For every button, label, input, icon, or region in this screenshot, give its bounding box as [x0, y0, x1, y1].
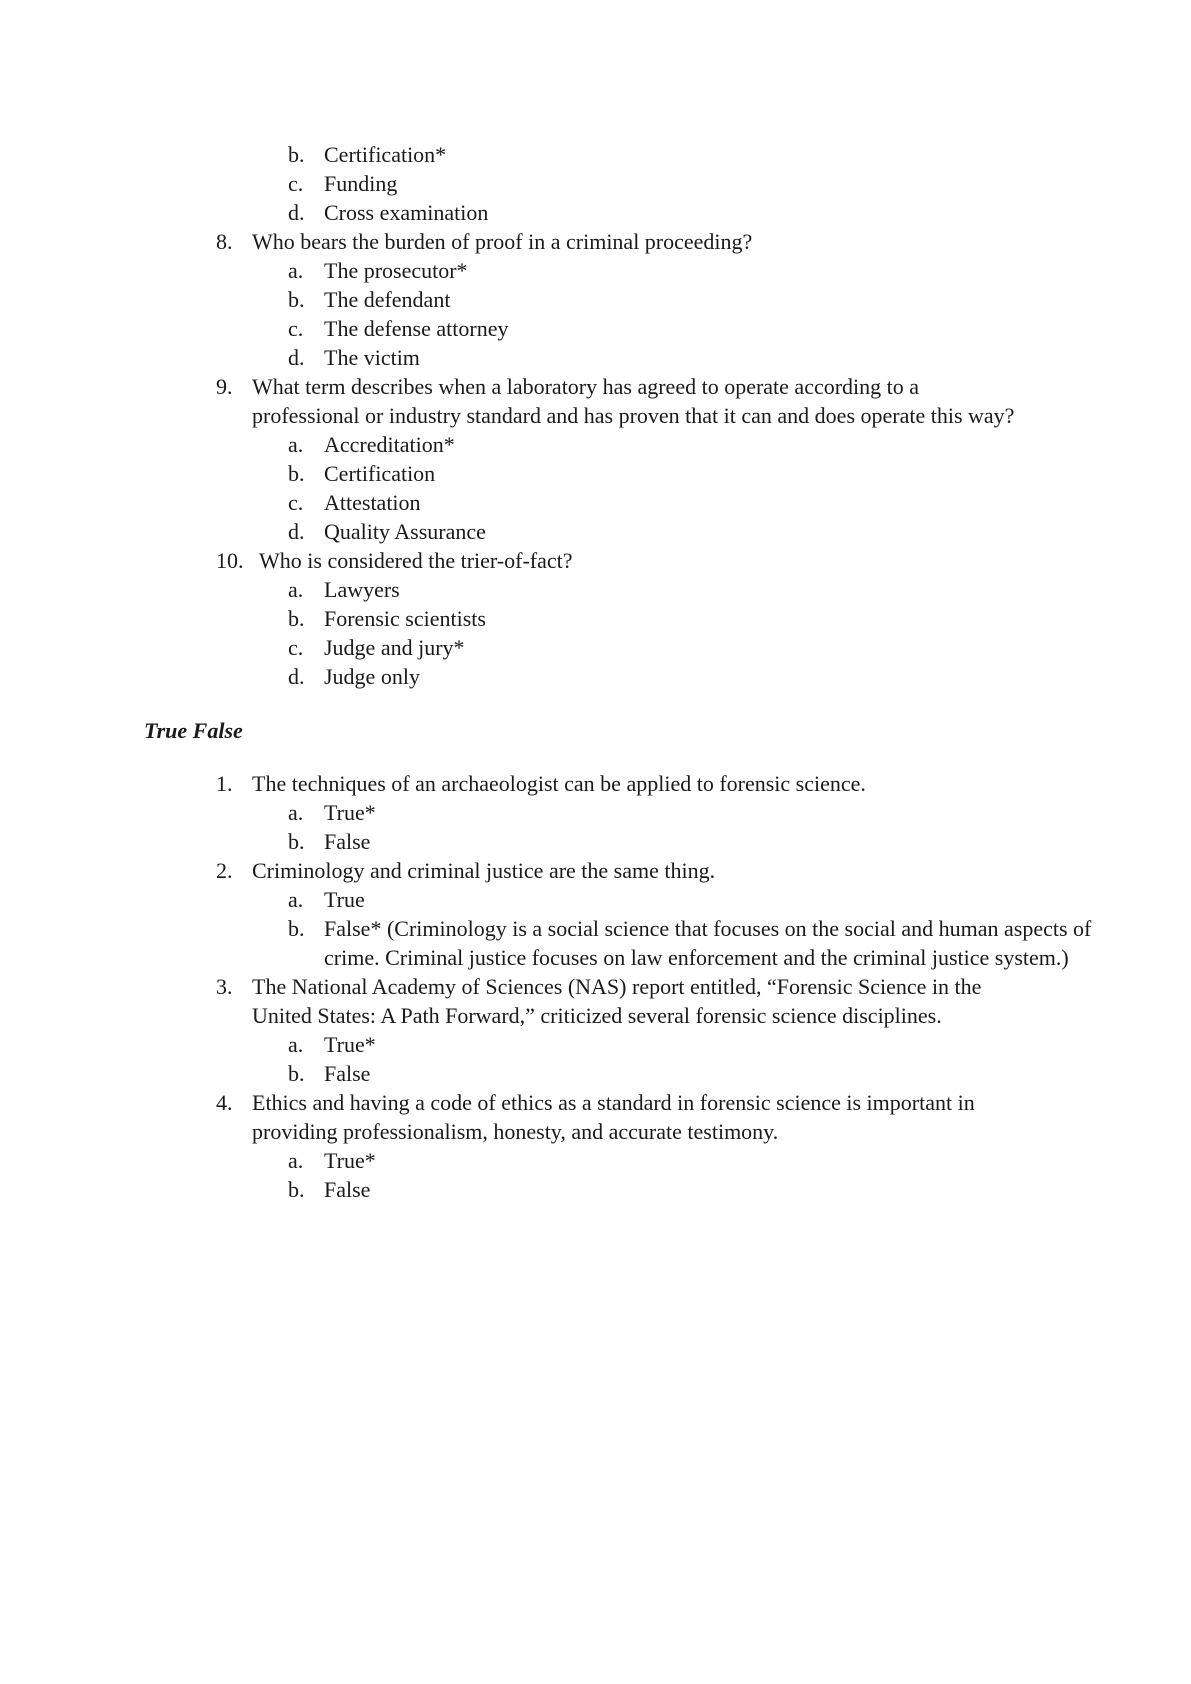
carryover-options	[0, 140, 1191, 227]
option-text: Judge only	[324, 664, 420, 689]
option-text: True*	[324, 1032, 376, 1057]
answer-option	[0, 1175, 1191, 1204]
question-text: Who is considered the trier-of-fact?	[259, 548, 573, 573]
option-letter: a.	[288, 887, 304, 912]
option-text: The prosecutor*	[324, 258, 468, 283]
question-10	[0, 546, 1191, 691]
option-text: False	[324, 1177, 371, 1202]
option-text: The defendant	[324, 287, 451, 312]
answer-option	[0, 314, 1191, 343]
option-text: Judge and jury*	[324, 635, 465, 660]
answer-option	[0, 198, 1191, 227]
option-letter: b.	[288, 916, 305, 941]
question-text: Who bears the burden of proof in a criminal proceeding?	[252, 229, 753, 254]
tf-question-4	[0, 1088, 1191, 1204]
option-text: False	[324, 1061, 371, 1086]
question-stem	[0, 1088, 1191, 1146]
tf-question-2	[0, 856, 1191, 972]
question-number: 10.	[216, 548, 244, 573]
option-text: The victim	[324, 345, 420, 370]
answer-option	[0, 140, 1191, 169]
option-letter: c.	[288, 316, 304, 341]
answer-option	[0, 256, 1191, 285]
question-text: The techniques of an archaeologist can be applied to forensic science.	[252, 771, 866, 796]
tf-question-1	[0, 769, 1191, 856]
option-letter: a.	[288, 1148, 304, 1173]
option-text: False	[324, 829, 371, 854]
option-letter: a.	[288, 432, 304, 457]
question-stem	[0, 856, 1191, 885]
tf-question-3	[0, 972, 1191, 1088]
page-content	[0, 140, 1191, 1204]
answer-option	[0, 798, 1191, 827]
question-9	[0, 372, 1191, 546]
option-letter: c.	[288, 635, 304, 660]
option-text: Forensic scientists	[324, 606, 486, 631]
answer-option	[0, 1030, 1191, 1059]
answer-option	[0, 662, 1191, 691]
option-letter: b.	[288, 829, 305, 854]
option-text: Accreditation*	[324, 432, 455, 457]
option-text: Certification*	[324, 142, 447, 167]
answer-option	[0, 885, 1191, 914]
option-text: Cross examination	[324, 200, 489, 225]
answer-option	[0, 1146, 1191, 1175]
question-text: What term describes when a laboratory has agreed to operate according to a professional or industry standard and has proven that it can and does operate this way?	[252, 374, 1015, 428]
question-stem	[0, 372, 1191, 430]
question-number: 3.	[216, 974, 233, 999]
question-text: The National Academy of Sciences (NAS) report entitled, “Forensic Science in the United States: A Path Forward,” criticized several forensic science disciplines.	[252, 974, 982, 1028]
question-stem	[0, 769, 1191, 798]
option-text: Funding	[324, 171, 398, 196]
option-letter: b.	[288, 461, 305, 486]
question-number: 9.	[216, 374, 233, 399]
question-8	[0, 227, 1191, 372]
answer-option	[0, 604, 1191, 633]
option-text: True	[324, 887, 365, 912]
option-text: True*	[324, 800, 376, 825]
option-letter: b.	[288, 142, 305, 167]
option-text: Certification	[324, 461, 436, 486]
answer-option	[0, 633, 1191, 662]
answer-option	[0, 914, 1191, 972]
option-letter: c.	[288, 171, 304, 196]
option-letter: b.	[288, 606, 305, 631]
question-stem	[0, 546, 1191, 575]
option-letter: d.	[288, 345, 305, 370]
option-text: Lawyers	[324, 577, 400, 602]
answer-option	[0, 575, 1191, 604]
answer-option	[0, 169, 1191, 198]
option-letter: b.	[288, 287, 305, 312]
answer-option	[0, 827, 1191, 856]
option-text: False* (Criminology is a social science that focuses on the social and human aspects of crime. Criminal justice focuses on law enforcement and the criminal justice system.)	[324, 916, 1092, 970]
option-letter: c.	[288, 490, 304, 515]
answer-option	[0, 517, 1191, 546]
answer-option	[0, 1059, 1191, 1088]
section-heading-true-false: True False	[144, 718, 243, 743]
option-letter: d.	[288, 519, 305, 544]
option-letter: b.	[288, 1061, 305, 1086]
option-letter: a.	[288, 577, 304, 602]
option-letter: b.	[288, 1177, 305, 1202]
question-number: 2.	[216, 858, 233, 883]
option-text: True*	[324, 1148, 376, 1173]
option-letter: a.	[288, 800, 304, 825]
question-number: 1.	[216, 771, 233, 796]
question-text: Criminology and criminal justice are the same thing.	[252, 858, 716, 883]
question-number: 4.	[216, 1090, 233, 1115]
answer-option	[0, 488, 1191, 517]
question-text: Ethics and having a code of ethics as a standard in forensic science is important in providing professionalism, honesty, and accurate testimony.	[252, 1090, 975, 1144]
option-text: Quality Assurance	[324, 519, 486, 544]
answer-option	[0, 430, 1191, 459]
option-letter: a.	[288, 1032, 304, 1057]
option-letter: a.	[288, 258, 304, 283]
answer-option	[0, 459, 1191, 488]
question-stem	[0, 227, 1191, 256]
option-letter: d.	[288, 664, 305, 689]
answer-option	[0, 285, 1191, 314]
answer-option	[0, 343, 1191, 372]
option-text: The defense attorney	[324, 316, 509, 341]
option-text: Attestation	[324, 490, 421, 515]
option-letter: d.	[288, 200, 305, 225]
question-number: 8.	[216, 229, 233, 254]
question-stem	[0, 972, 1191, 1030]
